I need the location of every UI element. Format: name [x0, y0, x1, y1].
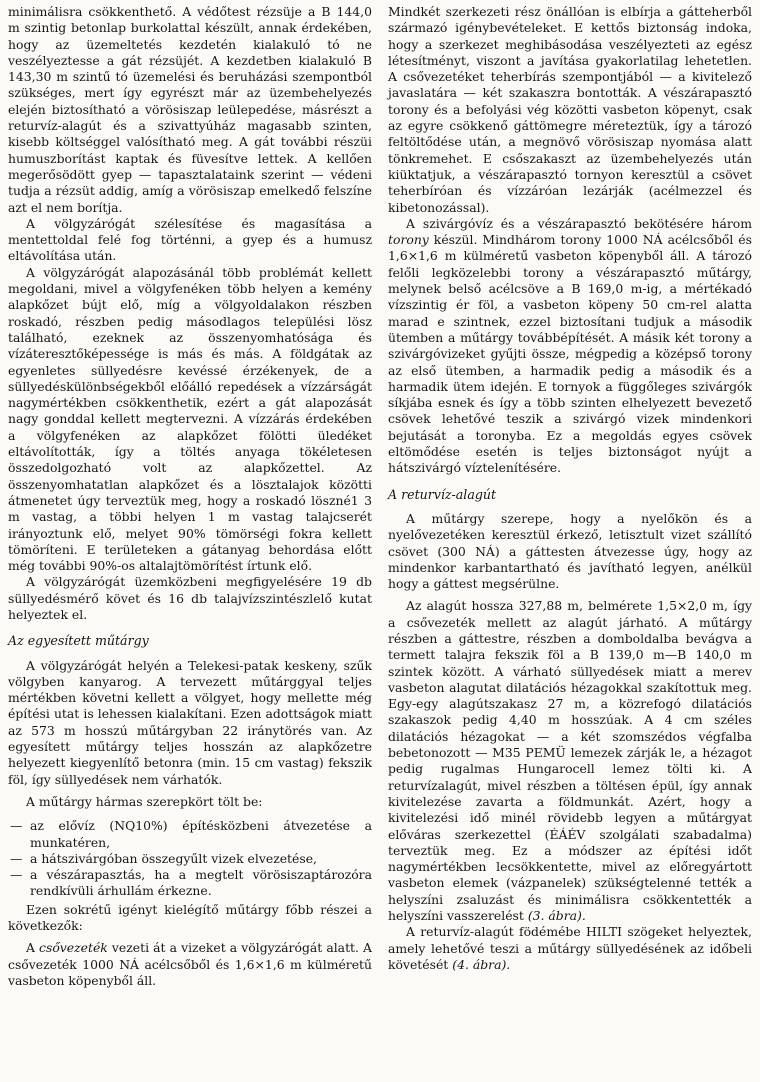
text-run: készül. Mindhárom torony 1000 NÁ acélcsőből és 1,6×1,6 m külméretű vasbeton köpenyből áll. A tározó felőli legközelebbi torony a vészárapasztó műtárgy, melynek belső acélcsöve a B 169,0 m-ig, a mértékadó vízszintig ér föl, a vasbeton köpeny 50 cm-rel alatta marad e szintnek, ezzel biztosítani tudjuk a második ütemben a műtárgy továbbépítését. A másik két torony a szivárgóvizeket gyűjti össze, mégpedig a középső torony az első ütemben, a harmadik pedig a második és a harmadik ütem idején. E tornyok a függőleges szivárgók síkjába esnek és így a több szinten elhelyezett bevezető csövek lehetővé teszik a szivárgó vizek mindenkori bejutását a toronyba. Ez a megoldás egyes csövek eltömődése esetén is teljes biztonságot nyújt a hátszivárgó víztelenítésére.	[388, 232, 752, 476]
paragraph: A völgyzárógát helyén a Telekesi-patak keskeny, szűk völgyben kanyarog. A tervezett műtárggyal teljes mértékben követni kellett a völgyet, hogy mellette még építési utat is lehessen kialakítani. Ezen adottságok miatt az 573 m hosszú műtárgyban 22 iránytörés van. Az egyesített műtárgy teljes hosszán az alapkőzetre helyezett kiegyenlítő betonra (min. 15 cm vastag) fekszik föl, így süllyedések nem várhatók.	[8, 657, 372, 787]
text-run: vezeti át a vizeket a völgyzárógát alatt. A csővezeték 1000 NÁ acélcsőből és 1,6×1,6 m külméretű vasbeton köpenyből áll.	[8, 940, 372, 988]
right-column	[388, 4, 752, 1082]
figure-reference: (4. ábra).	[452, 956, 511, 972]
paragraph: minimálisra csökkenthető. A védőtest rézsüje a B 144,0 m szintig betonlap burkolattal készült, annak érdekében, hogy az üzemeltetés kezdetén kialakuló tó ne veszélyeztesse a gát rézsüjét. A kezdetben kialakuló B 143,30 m szintű tó üzemelési és beruházási szempontból szükséges, mert így egyrészt már az üzembehelyezés elején biztosítható a vörösiszap leülepedése, másrészt a returvíz-alagút és a szivattyúház magasabb szinten, kisebb költséggel valósítható meg. A gát további részüi humuszborítást kaptak és füvesítve lettek. A kellően megerősödött gyep — tapasztalataink szerint — védeni tudja a rézsüt addig, amíg a vörösiszap emelkedő felszíne azt el nem borítja.	[8, 4, 372, 215]
text-run: A returvíz-alagút födémébe HILTI szögeket helyeztek, amely lehetővé teszi a műtárgy süllyedésének az időbeli követését	[388, 924, 752, 972]
list-item: — a vészárapasztás, ha a megtelt vörösiszaptározóra rendkívüli árhullám érkezne.	[8, 867, 372, 900]
emphasis-term: torony	[388, 232, 429, 248]
section-heading-combined-structure: Az egyesített műtárgy	[8, 633, 149, 649]
paragraph: Mindkét szerkezeti rész önállóan is elbírja a gátteherből származó igénybevételeket. E kettős biztonság indoka, hogy a szerkezet meghibásodása veszélyezteti az egész létesítményt, viszont a javítása gyakorlatilag lehetetlen. A csővezetéket teherbírás szempontjából — a kivitelező javaslatára — két szakaszra bontották. A vészárapasztó torony és a befolyási vég közötti vasbeton köpenyt, csak az egyre csökkenő gáttömegre méreteztük, így a tározó feltöltődése után, a megnövő vörösiszap nyomása alatt tönkremehet. E csőszakaszt az üzembehelyezés után kiüktatjuk, a vészárapasztó tornyon keresztül a csövet teherbíróan és vízzáróan lezárják (acélmezzel és kibetonozással).	[388, 4, 752, 215]
section-heading-return-water-tunnel: A returvíz-alagút	[388, 486, 497, 502]
left-column	[8, 4, 372, 1082]
paragraph: A völgyzárógát alapozásánál több problémát kellett megoldani, mivel a völgyfenéken több helyen a kemény alapkőzet bújt elő, míg a völgyoldalakon részben roskadó, részben pedig másodlagos települési lösz található, ezeknek az összenyomhatósága és vízáteresztőképessége is más és más. A földgátak az egyenletes süllyedésre kevéssé érzékenyek, de a süllyedéskülönbségekből előálló repedések a vízzárságát nagymértékben csökkenthetik, ezért a gát alapozását nagy gonddal kellett megtervezni. A vízzárás érdekében a völgyfenéken az alapkőzet fölötti üledéket eltávolították, így a töltés anyaga tökéletesen összedolgozható volt az alapkőzettel. Az összenyomhatatlan alapkőzet és a lösztalajok közötti átmenetet úgy terveztük meg, hogy a roskadó löszné1 3 m vastag, a többi helyen 1 m vastag talajcserét irányoztunk elő, melyet 90% tömörségi fokra kellett tömöríteni. E területeken a gátanyag behordása előtt még további 90%-os altalajtömörítést írtunk elő.	[8, 264, 372, 574]
text-run: A szivárgóvíz és a vészárapasztó bekötésére három	[406, 215, 752, 231]
paragraph: A műtárgy szerepe, hogy a nyelőkön és a nyelővezetéken keresztül érkező, letisztult vizet szállító csövet (300 NÁ) a gáttesten átvezesse úgy, hogy az mindenkor karbantartható és javítható legyen, anélkül hogy a gáttest megsérülne.	[388, 510, 752, 592]
spacer	[8, 810, 372, 816]
paragraph: A műtárgy hármas szerepkört tölt be:	[26, 793, 263, 809]
paragraph	[8, 940, 372, 989]
paragraph: A völgyzárógát üzemközbeni megfigyelésére 19 db süllyedésmérő követ és 16 db talajvízszintészlelő kutat helyeztek el.	[8, 574, 372, 622]
paragraph	[388, 598, 752, 924]
figure-reference: (3. ábra).	[527, 908, 586, 924]
list-item: — az elővíz (NQ10%) építésközbeni átvezetése a munkatéren,	[8, 818, 372, 851]
emphasis-term: csővezeték	[39, 940, 108, 956]
text-run: Az alagút hossza 327,88 m, belmérete 1,5×2,0 m, így a csővezeték mellett az alagút járható. A műtárgy részben a gáttestre, részben a domboldalba bevágva a termett talajra fekszik föl a B 139,0 m—B 140,0 m szintek között. A várható süllyedések miatt a merev vasbeton alagutat dilatációs hézagokkal szakítottuk meg. Egy-egy alagútszakasz 27 m, a közrefogó dilatációs szakaszok pedig 4,40 m hosszúak. A 4 cm széles dilatációs hézagokat — a két szomszédos végfalba bebetonozott — M35 PEMÜ lemezek zárják le, a hézagot pedig rugalmas Hungarocell lemez tölti ki. A returvízalagút, mivel részben a töltésen épül, így annak kivitelezése zavarta a földmunkát. Azért, hogy a kivitelezési idő minél rövidebb legyen a műtárgyat előváras szerkezettel (ÉÁÉV szolgálati szabadalma) terveztük meg. Ez a módszer az építési időt nagymértékben lecsökkentette, mivel az előregyártott vasbeton elemek (vázpanelek) szükségtelenné tették a helyszíni zsaluzást és minimálisra csökkentették a helyszíni vasszerelést	[388, 598, 752, 924]
list-item: — a hátszivárgóban összegyűlt vizek elvezetése,	[8, 851, 372, 867]
paragraph	[388, 216, 752, 477]
paragraph: A völgyzárógát szélesítése és magasítása a mentettoldal felé fog történni, a gyep és a humusz eltávolítása után.	[8, 215, 372, 264]
roles-list	[8, 818, 372, 899]
paragraph	[388, 924, 752, 973]
text-run: A	[26, 940, 40, 956]
paragraph: Ezen sokrétű igényt kielégítő műtárgy főbb részei a következők:	[8, 901, 372, 934]
